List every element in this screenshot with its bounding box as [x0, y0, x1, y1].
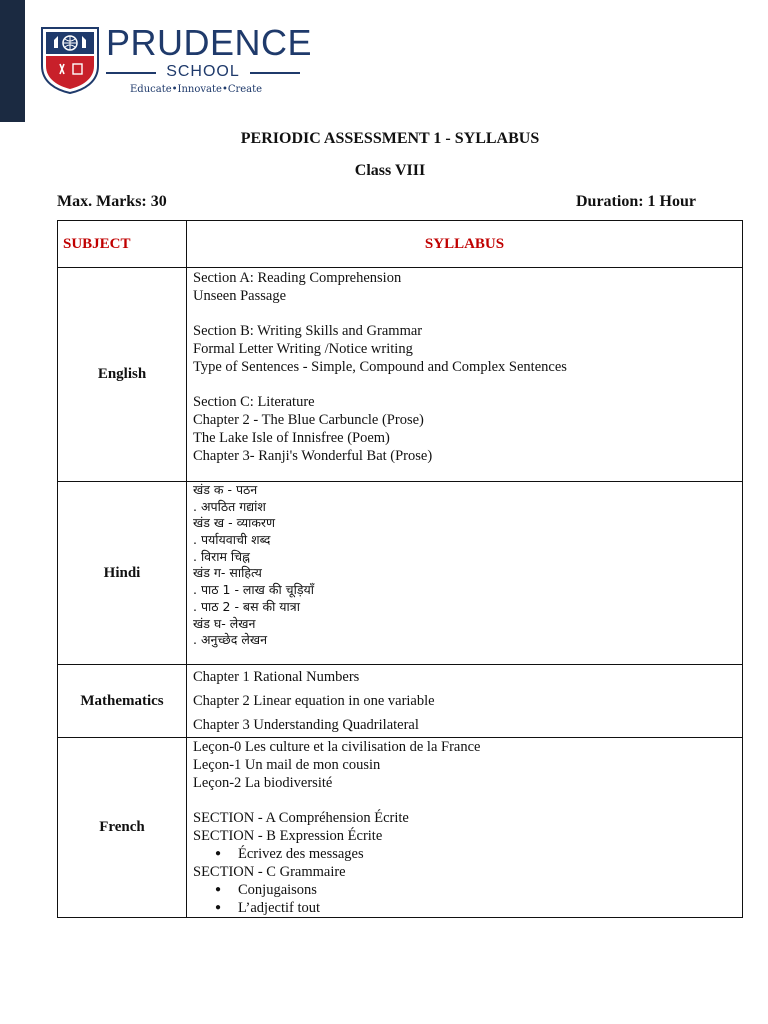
syllabus-french — [187, 738, 743, 918]
duration: Duration: 1 Hour — [576, 193, 696, 210]
syllabus-line: Section C: Literature — [193, 394, 315, 410]
syllabus-line: Section A: Reading Comprehension — [193, 270, 402, 286]
syllabus-line: . विराम चिह्न — [193, 548, 250, 564]
syllabus-line: Leçon-1 Un mail de mon cousin — [193, 757, 381, 773]
table-row-hindi — [58, 482, 743, 665]
syllabus-mathematics — [187, 665, 743, 738]
syllabus-line: Chapter 3 Understanding Quadrilateral — [193, 717, 419, 733]
school-subtitle-row — [106, 63, 300, 81]
school-logo — [40, 22, 313, 98]
syllabus-line: SECTION - C Grammaire — [193, 864, 346, 880]
syllabus-line: . पाठ 2 - बस की यात्रा — [193, 598, 300, 614]
subject-english: English — [58, 268, 187, 482]
syllabus-english — [187, 268, 743, 482]
syllabus-line: खंड क - पठन — [193, 482, 258, 497]
header-side-bar — [0, 0, 25, 122]
syllabus-line: खंड ग- साहित्य — [193, 565, 262, 581]
syllabus-line: The Lake Isle of Innisfree (Poem) — [193, 430, 390, 446]
bullet-item: ● Conjugaisons — [193, 881, 736, 899]
syllabus-hindi — [187, 482, 743, 665]
syllabus-line: Chapter 1 Rational Numbers — [193, 669, 360, 685]
blank-line — [193, 376, 736, 393]
syllabus-line: खंड घ- लेखन — [193, 615, 256, 631]
table-row-mathematics — [58, 665, 743, 738]
syllabus-line: खंड ख - व्याकरण — [193, 515, 276, 531]
syllabus-line: Formal Letter Writing /Notice writing — [193, 341, 413, 357]
syllabus-line: Type of Sentences - Simple, Compound and Complex Sentences — [193, 359, 567, 375]
table-header-row — [58, 221, 743, 268]
school-crest-icon — [40, 26, 100, 94]
subject-header: SUBJECT — [58, 221, 187, 268]
syllabus-line: . अपठित गद्यांश — [193, 498, 266, 514]
syllabus-line: Chapter 3- Ranji's Wonderful Bat (Prose) — [193, 448, 433, 464]
table-row-french — [58, 738, 743, 918]
syllabus-line: . अनुच्छेद लेखन — [193, 632, 268, 648]
syllabus-line: . पाठ 1 - लाख की चूड़ियाँ — [193, 582, 315, 598]
blank-line — [193, 305, 736, 322]
divider — [250, 72, 300, 74]
max-marks: Max. Marks: 30 — [57, 193, 167, 210]
syllabus-line: Section B: Writing Skills and Grammar — [193, 323, 423, 339]
syllabus-line: SECTION - B Expression Écrite — [193, 828, 383, 844]
syllabus-line: SECTION - A Compréhension Écrite — [193, 810, 409, 826]
syllabus-line: . पर्यायवाची शब्द — [193, 532, 271, 548]
syllabus-line: Chapter 2 - The Blue Carbuncle (Prose) — [193, 412, 424, 428]
subject-french: French — [58, 738, 187, 918]
subject-hindi: Hindi — [58, 482, 187, 665]
page-title: PERIODIC ASSESSMENT 1 - SYLLABUS — [240, 130, 540, 147]
school-tagline: Educate•Innovate•Create — [130, 84, 263, 95]
table-row-english — [58, 268, 743, 482]
syllabus-line: Leçon-2 La biodiversité — [193, 775, 333, 791]
school-subtitle: SCHOOL — [166, 63, 240, 80]
syllabus-line: Unseen Passage — [193, 288, 287, 304]
bullet-item: ● L’adjectif tout — [193, 899, 736, 917]
syllabus-line: Leçon-0 Les culture et la civilisation de la France — [193, 739, 481, 755]
subject-mathematics: Mathematics — [58, 665, 187, 738]
class-title: Class VIII — [354, 162, 426, 179]
bullet-item: ● Écrivez des messages — [193, 845, 736, 863]
syllabus-header: SYLLABUS — [187, 221, 743, 268]
syllabus-table — [57, 220, 743, 918]
school-name: PRUDENCE — [106, 22, 313, 63]
syllabus-line: Chapter 2 Linear equation in one variable — [193, 693, 435, 709]
blank-line — [193, 792, 736, 809]
